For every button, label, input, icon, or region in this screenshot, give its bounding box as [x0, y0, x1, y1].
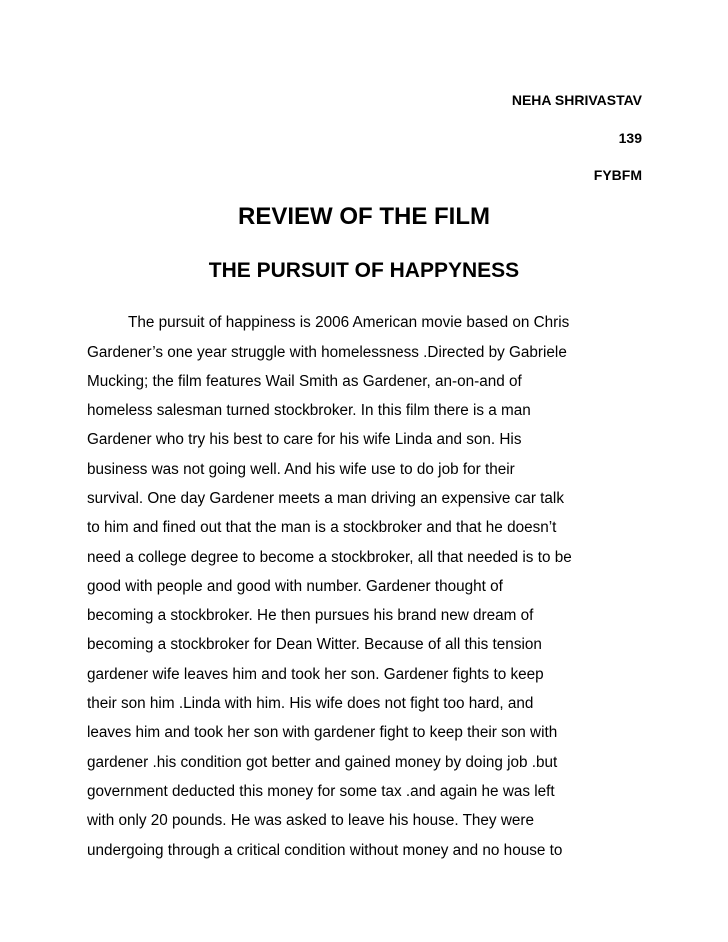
body-line: gardener wife leaves him and took her son. Gardener fights to keep: [87, 666, 544, 683]
body-line: with only 20 pounds. He was asked to leave his house. They were: [87, 812, 534, 829]
course-name: FYBFM: [593, 167, 642, 183]
body-line: The pursuit of happiness is 2006 American movie based on Chris: [128, 314, 570, 331]
film-title: THE PURSUIT OF HAPPYNESS: [208, 259, 520, 282]
body-line: becoming a stockbroker. He then pursues his brand new dream of: [87, 607, 534, 624]
body-line: leaves him and took her son with gardener fight to keep their son with: [87, 724, 558, 741]
roll-number: 139: [618, 130, 642, 146]
author-name: NEHA SHRIVASTAV: [511, 92, 642, 108]
body-line: survival. One day Gardener meets a man driving an expensive car talk: [87, 490, 564, 507]
body-line: Gardener’s one year struggle with homelessness .Directed by Gabriele: [87, 344, 567, 361]
body-line: business was not going well. And his wife use to do job for their: [87, 461, 515, 478]
body-line: government deducted this money for some tax .and again he was left: [87, 783, 555, 800]
body-line: their son him .Linda with him. His wife does not fight too hard, and: [87, 695, 534, 712]
body-line: Gardener who try his best to care for his wife Linda and son. His: [87, 431, 522, 448]
body-line: good with people and good with number. Gardener thought of: [87, 578, 503, 595]
body-line: gardener .his condition got better and gained money by doing job .but: [87, 754, 558, 771]
body-line: Mucking; the film features Wail Smith as Gardener, an-on-and of: [87, 373, 522, 390]
body-line: need a college degree to become a stockbroker, all that needed is to be: [87, 549, 572, 566]
body-line: to him and fined out that the man is a stockbroker and that he doesn’t: [87, 519, 557, 536]
body-line: undergoing through a critical condition without money and no house to: [87, 842, 563, 859]
page-title: REVIEW OF THE FILM: [238, 203, 490, 230]
body-line: becoming a stockbroker for Dean Witter. Because of all this tension: [87, 636, 542, 653]
body-line: homeless salesman turned stockbroker. In this film there is a man: [87, 402, 531, 419]
